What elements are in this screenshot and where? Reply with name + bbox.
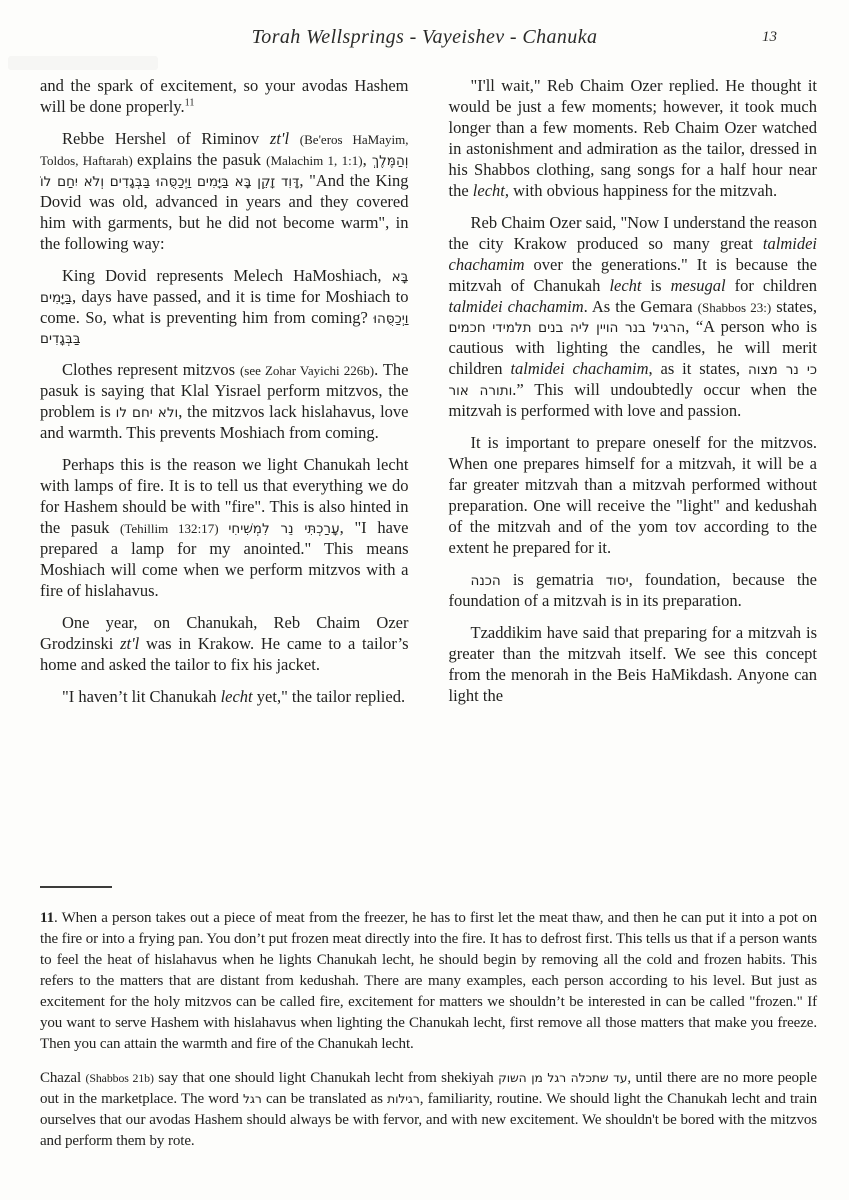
text-run: , days have passed, and it is time for Moshiach to come. So, what is preventing him from coming?: [40, 286, 409, 327]
text-run: "I'll wait," Reb Chaim Ozer replied. He thought it would be just a few moments; however, it took much longer than a few moments. Reb Chaim Ozer watched in astonishment and admiration as the tailor, dressed in his Shabbos clothing, sang songs for a half hour near the: [448, 76, 817, 200]
text-run: , foundation, because the foundation of a mitzvah is in its preparation.: [448, 569, 817, 610]
right-column: [449, 76, 818, 874]
text-run: was in Krakow. He came to a tailor’s home and asked the tailor to fix his jacket.: [40, 633, 409, 674]
paragraph: [449, 433, 818, 559]
text-run: It is important to prepare oneself for the mitzvos. When one prepares himself for a mitzvah, it will be a far greater mitzvah than a mitzvah performed without preparation. One will receive the "light" and kedushah of the mitzvah and of the yom tov according to the extent he prepared for it.: [448, 433, 817, 558]
hebrew-text-run: וַיְכַסֻּהוּ בַּבְּגָדִים: [40, 310, 409, 348]
text-run: 11: [40, 910, 54, 926]
text-run: talmidei chachamim: [448, 296, 584, 316]
text-run: "I haven’t lit Chanukah: [62, 686, 221, 706]
text-run: Rebbe Hershel of Riminov: [62, 128, 270, 148]
text-run: zt'l: [120, 633, 140, 653]
text-run: 11: [184, 97, 195, 109]
hebrew-text-run: וְהַמֶּלֶךְ דָּוִד זָקֵן בָּא בַּיָּמִים וַיְכַסֻּהוּ בַּבְּגָדִים וְלֹא יִחַם לוֹ: [40, 152, 409, 190]
paragraph: [449, 76, 818, 202]
paragraph: [40, 908, 817, 1055]
hebrew-text-run: עָרַכְתִּי נֵר לִמְשִׁיחִי: [228, 521, 340, 538]
paragraph: [40, 360, 409, 444]
hebrew-text-run: רגל: [243, 1092, 262, 1106]
paragraph: [449, 213, 818, 423]
hebrew-text-run: יסוד: [605, 572, 629, 589]
text-run: (see Zohar Vayichi 226b): [239, 363, 375, 379]
text-run: , with obvious happiness for the mitzvah.: [504, 180, 778, 200]
text-run: Tzaddikim have said that preparing for a mitzvah is greater than the mitzvah itself. We see this concept from the menorah in the Beis HaMikdash. Anyone can light the: [448, 622, 817, 705]
text-run: lecht: [472, 180, 505, 200]
text-run: lecht: [220, 686, 253, 706]
hebrew-text-run: כי נר מצוה ותורה אור: [448, 362, 818, 400]
text-run: lecht: [609, 275, 642, 295]
text-run: and the spark of excitement, so your avodas Hashem will be done properly.: [40, 76, 409, 116]
text-run: , as it states,: [648, 359, 748, 379]
text-run: (Tehillim 132:17): [120, 521, 229, 537]
two-column-body: [0, 68, 849, 874]
text-run: mesugal: [670, 275, 726, 295]
text-run: One year, on Chanukah, Reb Chaim Ozer Grodzinski: [40, 612, 409, 653]
hebrew-text-run: עד שתכלה רגל מן השוק: [498, 1071, 628, 1085]
text-run: zt'l: [269, 128, 300, 148]
footnote-separator-rule: [40, 886, 112, 888]
text-run: , “A person who is cautious with lighting the candles, he will merit children: [448, 317, 817, 379]
text-run: Clothes represent mitzvos: [62, 360, 240, 380]
paragraph: [40, 687, 409, 708]
paragraph: [449, 623, 818, 707]
text-run: (Malachim 1, 1:1): [266, 152, 363, 168]
text-run: for children: [725, 275, 817, 295]
text-run: , "I have prepared a lamp for my anointed." This means Moshiach will come when we perform mitzvos with a fire of hislahavus.: [40, 518, 409, 600]
paragraph: [40, 1068, 817, 1152]
hebrew-text-run: בָּא בַּיָּמִים: [40, 268, 409, 306]
paragraph: [40, 613, 409, 676]
text-run: , familiarity, routine. We should light the Chanukah lecht and train ourselves that our avodas Hashem should always be with fervor, and with new excitement. We shouldn't be bored with the mitzvos and perform them by rote.: [40, 1091, 817, 1149]
text-run: ,: [362, 149, 372, 169]
paragraph: [40, 455, 409, 602]
hebrew-text-run: הרגיל בנר הויין ליה בנים תלמידי חכמים: [448, 320, 686, 337]
hebrew-text-run: רגילות: [387, 1092, 420, 1106]
text-run: yet," the tailor replied.: [252, 686, 406, 706]
text-run: .” This will undoubtedly occur when the mitzvah is performed with love and passion.: [448, 380, 817, 421]
footnote-text: [40, 908, 817, 1152]
text-run: over the generations." It is because the mitzvah of Chanukah: [448, 254, 817, 295]
text-run: . The pasuk is saying that Klal Yisrael perform mitzvos, the problem is: [40, 360, 409, 422]
left-column: [40, 76, 409, 874]
text-run: talmidei chachamim: [510, 359, 649, 379]
text-run: King Dovid represents Melech HaMoshiach,: [62, 265, 392, 285]
text-run: (Shabbos 23:): [697, 299, 772, 315]
text-run: (Shabbos 21b): [85, 1071, 154, 1085]
text-run: can be translated as: [261, 1091, 388, 1107]
text-run: is gematria: [500, 569, 606, 589]
text-run: , until there are no more people out in the marketplace. The word: [40, 1070, 817, 1107]
text-run: Perhaps this is the reason we light Chanukah lecht with lamps of fire. It is to tell us that everything we do for Hashem should be with "fire". This is also hinted in the pasuk: [40, 455, 409, 538]
text-run: , the mitzvos lack hislahavus, love and warmth. This prevents Moshiach from coming.: [40, 402, 409, 443]
text-run: (Be'eros HaMayim, Toldos, Haftarah): [40, 131, 409, 168]
text-run: . When a person takes out a piece of meat from the freezer, he has to first let the meat thaw, and then he can put it into a pot on the fire or into a frying pan. You don’t put frozen meat directly into the fire. It has to defrost first. This tells us that if a person wants to feel the heat of hislahavus when he lights Chanukah lecht, he should begin by removing all the cold and frozen habits. This refers to the matters that are distant from kedushah. There are many examples, each person according to his level. But just as excitement for the holy mitzvos can be called fire, excitement for matters we shouldn’t be interested in can be called "frozen." If you want to serve Hashem with hislahavus when lighting the Chanukah lecht, first remove all those matters that make you freeze. Then you can attain the warmth and fire of the Chanukah lecht.: [40, 910, 817, 1052]
text-run: explains the pasuk: [136, 149, 267, 169]
text-run: say that one should light Chanukah lecht from shekiyah: [153, 1070, 499, 1086]
hebrew-text-run: ולא יחם לו: [115, 405, 179, 422]
page-title: Torah Wellsprings - Vayeishev - Chanuka: [251, 26, 598, 48]
paragraph: [449, 570, 818, 612]
text-run: Chazal: [40, 1070, 86, 1086]
text-run: states,: [771, 296, 817, 316]
text-run: is: [641, 275, 671, 295]
paragraph: [40, 266, 409, 350]
footnotes-section: [0, 886, 849, 1152]
text-run: talmidei chachamim: [448, 233, 817, 274]
text-run: , "And the King Dovid was old, advanced in years and they covered him with garments, but he did not become warm", in the following way:: [40, 170, 409, 253]
paragraph: [40, 76, 409, 118]
paragraph: [40, 129, 409, 255]
hebrew-text-run: הכנה: [470, 572, 501, 589]
text-run: Reb Chaim Ozer said, "Now I understand the reason the city Krakow produced so many great: [448, 212, 817, 253]
page-header: [0, 0, 849, 68]
page-number: 13: [762, 29, 777, 45]
text-run: . As the Gemara: [583, 296, 698, 316]
